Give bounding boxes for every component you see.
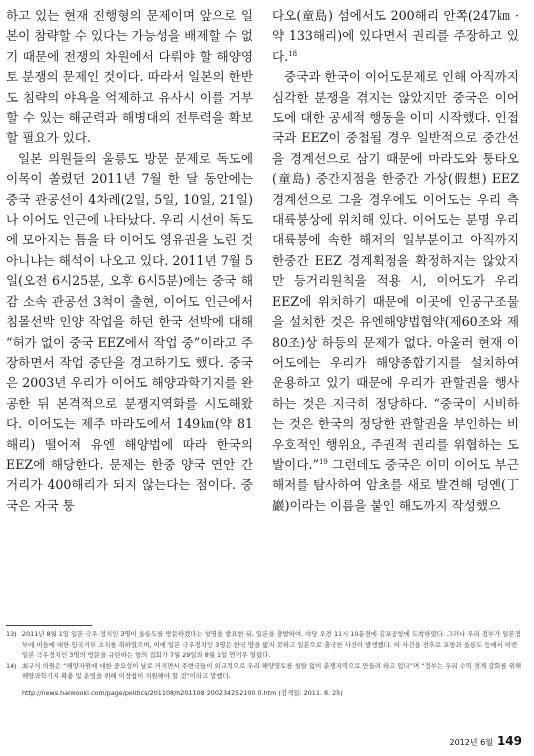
page-number: 149 bbox=[496, 734, 522, 748]
left-paragraph-2: 일본 의원들의 울릉도 방문 문제로 독도에 이목이 쏠렸던 2011년 7월 한 달 동안에는 중국 관공선이 4차례(2일, 5일, 10일, 21일)나 이어도 인근에 나타났다. 우리 시선이 독도에 모아지는 틈을 타 이어도 영유권을 노린 것 아니냐는 해석이 나오고 있다. 2011년 7월 5일(오전 6시25분, 오후 6시5분)에는 중국 해감 소속 관공선 3척이 출현, 이어도 인근에서 침몰선박 인양 작업을 하던 한국 선박에 대해 “허가 없이 중국 EEZ에서 작업 중”이라고 주장하면서 작업 중단을 경고하기도 했다. 중국은 2003년 우리가 이어도 해양과학기지를 완공한 뒤 본격적으로 분쟁지역화를 시도해왔다. 이어도는 제주 마라도에서 149㎞(약 81해리) 떨어져 유엔 해양법에 따라 한국의 EEZ에 해당한다. 문제는 한중 양국 연안 간 거리가 400해리가 되지 않는다는 점이다. 중국은 자국 퉁 bbox=[6, 150, 254, 513]
footnote-divider bbox=[6, 625, 92, 626]
left-column bbox=[6, 6, 253, 516]
footnote-text: 최구식 의원은 “해양자원에 대한 중요성이 날로 커지면서 주변국들이 외교적으로 우리 해양영토를 침탈 없이 분쟁지역으로 만들려 하고 있다”며 “정부는 우리 수역 경계 강화를 위해 해양과학기지 확충 및 운영을 위해 이정쉽이 지원해야 할 것”이라고 말했다. bbox=[22, 661, 522, 681]
right-paragraph-2-tail: 그런데도 중국은 이미 이어도 부근해저를 탐사하여 암초를 새로 발견해 덩옌(丁巖)이라는 이름을 붙인 해도까지 작성했으 bbox=[272, 456, 519, 513]
right-paragraph-1 bbox=[272, 6, 519, 67]
footnote-number: 13) bbox=[6, 630, 17, 638]
page-footer bbox=[449, 730, 522, 749]
right-paragraph-2-text: 중국과 한국이 이어도문제로 인해 아직까지 심각한 분쟁을 겪지는 않았지만 중국은 이어도에 대한 공세적 행동을 이미 시작했다. 인접국과 EEZ이 중첩될 경우 일반적으로 중간선을 경계선으로 삼기 때문에 마라도와 퉁타오(童島) 중간지점을 한중간 가상(假想) EEZ 경계선으로 그을 경우에도 이어도는 우리 측 대륙붕상에 위치해 있다. 이어도는 분명 우리 대륙붕에 속한 해저의 일부분이고 아직까지 한중간 EEZ 경계획정을 확정하지는 않았지만 등거리원칙을 적용 시, 이어도가 우리 EEZ에 위치하기 때문에 이곳에 인공구조물을 설치한 것은 유엔해양법협약(제60조와 제80조)상 하등의 문제가 없다. 아울러 현재 이어도에는 우리가 해양종합기지를 설치하여 운용하고 있기 때문에 우리가 관할권을 행사하는 것은 지극히 정당하다. “중국이 시비하는 것은 한국의 정당한 관할권을 부인하는 비우호적인 행위요, 주권적 권리를 위협하는 도발이다.” bbox=[272, 69, 520, 472]
footnote-13 bbox=[6, 629, 522, 661]
footnotes bbox=[6, 629, 522, 705]
footnote-14 bbox=[6, 661, 522, 682]
right-paragraph-2 bbox=[272, 67, 519, 516]
footnote-ref-19[interactable]: 19 bbox=[318, 457, 328, 466]
footnote-text: 2011년 8월 1일 일본 극우 정치인 3명이 울릉도를 방문하겠다는 성명을 발표한 뒤, 일본을 출발하여, 야당 오전 11시 10분경에 김포공항에 도착하였다. 그러나 우리 정부가 일본정부에 이들에 대한 입국거부 조치를 취하였으며, 이에 일본 극우정치인 3명은 한국 땅을 밟지 못하고 일본으로 출국한 사건이 발생했다. 이 사건을 전후로 포항과 울릉도 등에서 이번 일본 극우정치인 3명의 방문을 규탄하는 항의 집회가 7월 29일과 8월 1일 연거푸 열렸다. bbox=[22, 630, 521, 660]
footnote-url[interactable]: http://news.hankooki.com/page/politics/201108/h201108 200234252100 0.htm (검색일: 2011. 8. 25) bbox=[22, 689, 343, 698]
footnote-number: 14) bbox=[6, 661, 17, 670]
right-column bbox=[272, 6, 519, 516]
footnote-ref-18[interactable]: 18 bbox=[288, 49, 298, 58]
right-paragraph-1-text: 다오(童島) 섬에서도 200해리 안쪽(247㎞ · 약 133해리)에 있다면서 권리를 주장하고 있다. bbox=[272, 8, 519, 64]
left-paragraph-1: 하고 있는 현재 진행형의 문제이며 앞으로 일본이 참략할 수 있다는 가능성을 배제할 수 없기 때문에 전쟁의 차원에서 다뤄야 할 해양영토 분쟁의 문제인 것이다. 따라서 일본의 한반도 침략의 야욕을 억제하고 유사시 이를 거부할 수 있는 해군력과 해병대의 전투력을 확보할 필요가 있다. bbox=[6, 8, 254, 146]
issue-date: 2012년 6월 bbox=[449, 738, 493, 747]
